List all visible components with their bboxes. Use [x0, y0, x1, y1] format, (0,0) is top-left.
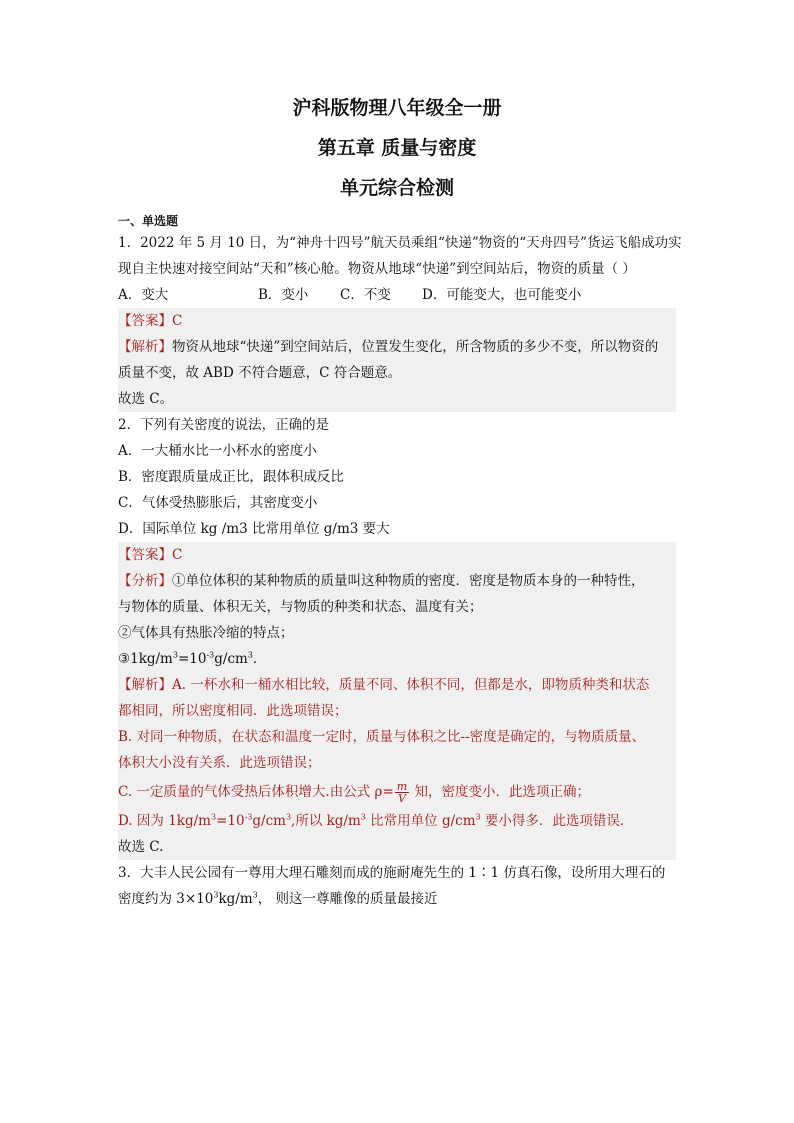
t: ．	[252, 651, 267, 667]
t: g/cm	[214, 651, 248, 667]
question-3	[118, 860, 676, 912]
q2-option-c: C．气体受热膨胀后，其密度变小	[118, 495, 318, 511]
q2-fenxi-line1	[118, 568, 676, 594]
sup: -3	[206, 650, 215, 660]
question-2	[118, 412, 676, 860]
answer-value: C	[172, 547, 183, 563]
t: =10	[177, 651, 207, 667]
t: ， 则这一尊雕像的质量最接近	[257, 891, 438, 907]
sup: 3	[172, 650, 178, 660]
q1-answer	[118, 308, 676, 334]
jiexi-text: A. 一杯水和一桶水相比较，质量不同、体积不同，但都是水，即物质种类和状态	[172, 677, 650, 693]
t: 要小得多．此选项错误．	[480, 813, 634, 829]
chapter-title: 第五章 质量与密度	[317, 137, 477, 159]
q1-option-c: C．不变	[340, 287, 391, 303]
fraction-denominator: V	[398, 792, 406, 805]
t: C. 一定质量的气体受热后体积增大.由公式 ρ=	[118, 784, 394, 800]
q2-jiexi-a-line2: 都相同，所以密度相同．此选项错误；	[118, 703, 348, 719]
q1-analysis-line2: 质量不变，故 ABD 不符合题意，C 符合题意。	[118, 365, 402, 381]
q1-stem-line2: 现自主快速对接空间站“天和”核心舱。物资从地球“快递”到空间站后，物资的质量（ ）	[118, 261, 636, 277]
q2-option-a: A．一大桶水比一小杯水的密度小	[118, 443, 317, 459]
t: 知，密度变小．此选项正确；	[410, 784, 590, 800]
q1-stem-line1: 1．2022 年 5 月 10 日，为“神舟十四号”航天员乘组“快递”物资的“天舟四号”货运飞船成功实	[118, 235, 682, 251]
q3-stem-line2	[118, 886, 676, 912]
sup: 3	[247, 650, 253, 660]
q1-option-a: A．变大	[118, 287, 169, 303]
t: ③1kg/m	[118, 651, 173, 667]
answer-tag: 【答案】	[118, 313, 172, 329]
analysis-text: 物资从地球“快递”到空间站后，位置发生变化，所含物质的多少不变，所以物资的	[172, 339, 659, 355]
t: =10	[216, 813, 245, 829]
analysis-tag: 【解析】	[118, 339, 172, 355]
q2-fenxi-line3: ②气体具有热胀冷缩的特点；	[118, 625, 294, 641]
q2-jiexi-d	[118, 808, 676, 834]
t: 密度约为 3×10	[118, 891, 214, 907]
q2-jiexi-c	[118, 776, 676, 808]
t: ,所以 kg/m	[291, 813, 361, 829]
sup: 3	[285, 812, 292, 822]
q1-option-d: D．可能变大，也可能变小	[422, 287, 582, 303]
q2-stem: 2．下列有关密度的说法，正确的是	[118, 417, 330, 433]
q2-solution-box	[118, 542, 676, 860]
question-content	[118, 212, 682, 912]
sup: 3	[475, 812, 481, 822]
q1-solution-box	[118, 308, 676, 412]
q1-options	[118, 282, 676, 308]
q2-jiexi-a-line1	[118, 672, 676, 698]
sup: 3	[252, 890, 258, 900]
q3-stem-line1: 3．大丰人民公园有一尊用大理石雕刻而成的施耐庵先生的 1∶1 仿真石像，设所用大理石的	[118, 865, 666, 881]
test-title: 单元综合检测	[339, 177, 454, 199]
q2-answer	[118, 542, 676, 568]
fenxi-tag: 【分析】	[118, 573, 172, 589]
q2-conclusion: 故选 C.	[118, 839, 164, 855]
answer-value: C	[172, 313, 183, 329]
sup: 3	[360, 812, 366, 822]
t: D. 因为 1kg/m	[118, 813, 211, 829]
q2-jiexi-b-line1: B. 对同一种物质，在状态和温度一定时，质量与体积之比--密度是确定的，与物质质量、	[118, 729, 646, 745]
q1-analysis-line1	[118, 334, 676, 360]
q2-option-b: B．密度跟质量成正比，跟体积成反比	[118, 469, 344, 485]
jiexi-tag: 【解析】	[118, 677, 172, 693]
q2-option-d: D．国际单位 kg /m3 比常用单位 g/m3 要大	[118, 521, 390, 537]
t: g/cm	[252, 813, 286, 829]
q2-fenxi-line2: 与物体的质量、体积无关，与物质的种类和状态、温度有关；	[118, 599, 483, 615]
q1-option-b: B．变小	[258, 287, 309, 303]
book-title: 沪科版物理八年级全一册	[292, 97, 502, 119]
section-heading: 一、单选题	[118, 214, 179, 228]
q2-jiexi-b-line2: 体积大小没有关系．此选项错误；	[118, 755, 321, 771]
question-1	[118, 230, 682, 412]
fraction-numerator: m	[396, 780, 408, 793]
sup: -3	[244, 812, 253, 822]
sup: 3	[210, 812, 217, 822]
fenxi-text: ①单位体积的某种物质的质量叫这种物质的密度．密度是物质本身的一种特性，	[172, 573, 645, 589]
q1-conclusion: 故选 C。	[118, 391, 174, 407]
t: kg/m	[218, 891, 253, 907]
sup: 3	[213, 890, 219, 900]
answer-tag: 【答案】	[118, 547, 172, 563]
q2-fenxi-line4	[118, 646, 676, 672]
t: 比常用单位 g/cm	[365, 813, 476, 829]
density-formula-fraction	[395, 781, 409, 804]
